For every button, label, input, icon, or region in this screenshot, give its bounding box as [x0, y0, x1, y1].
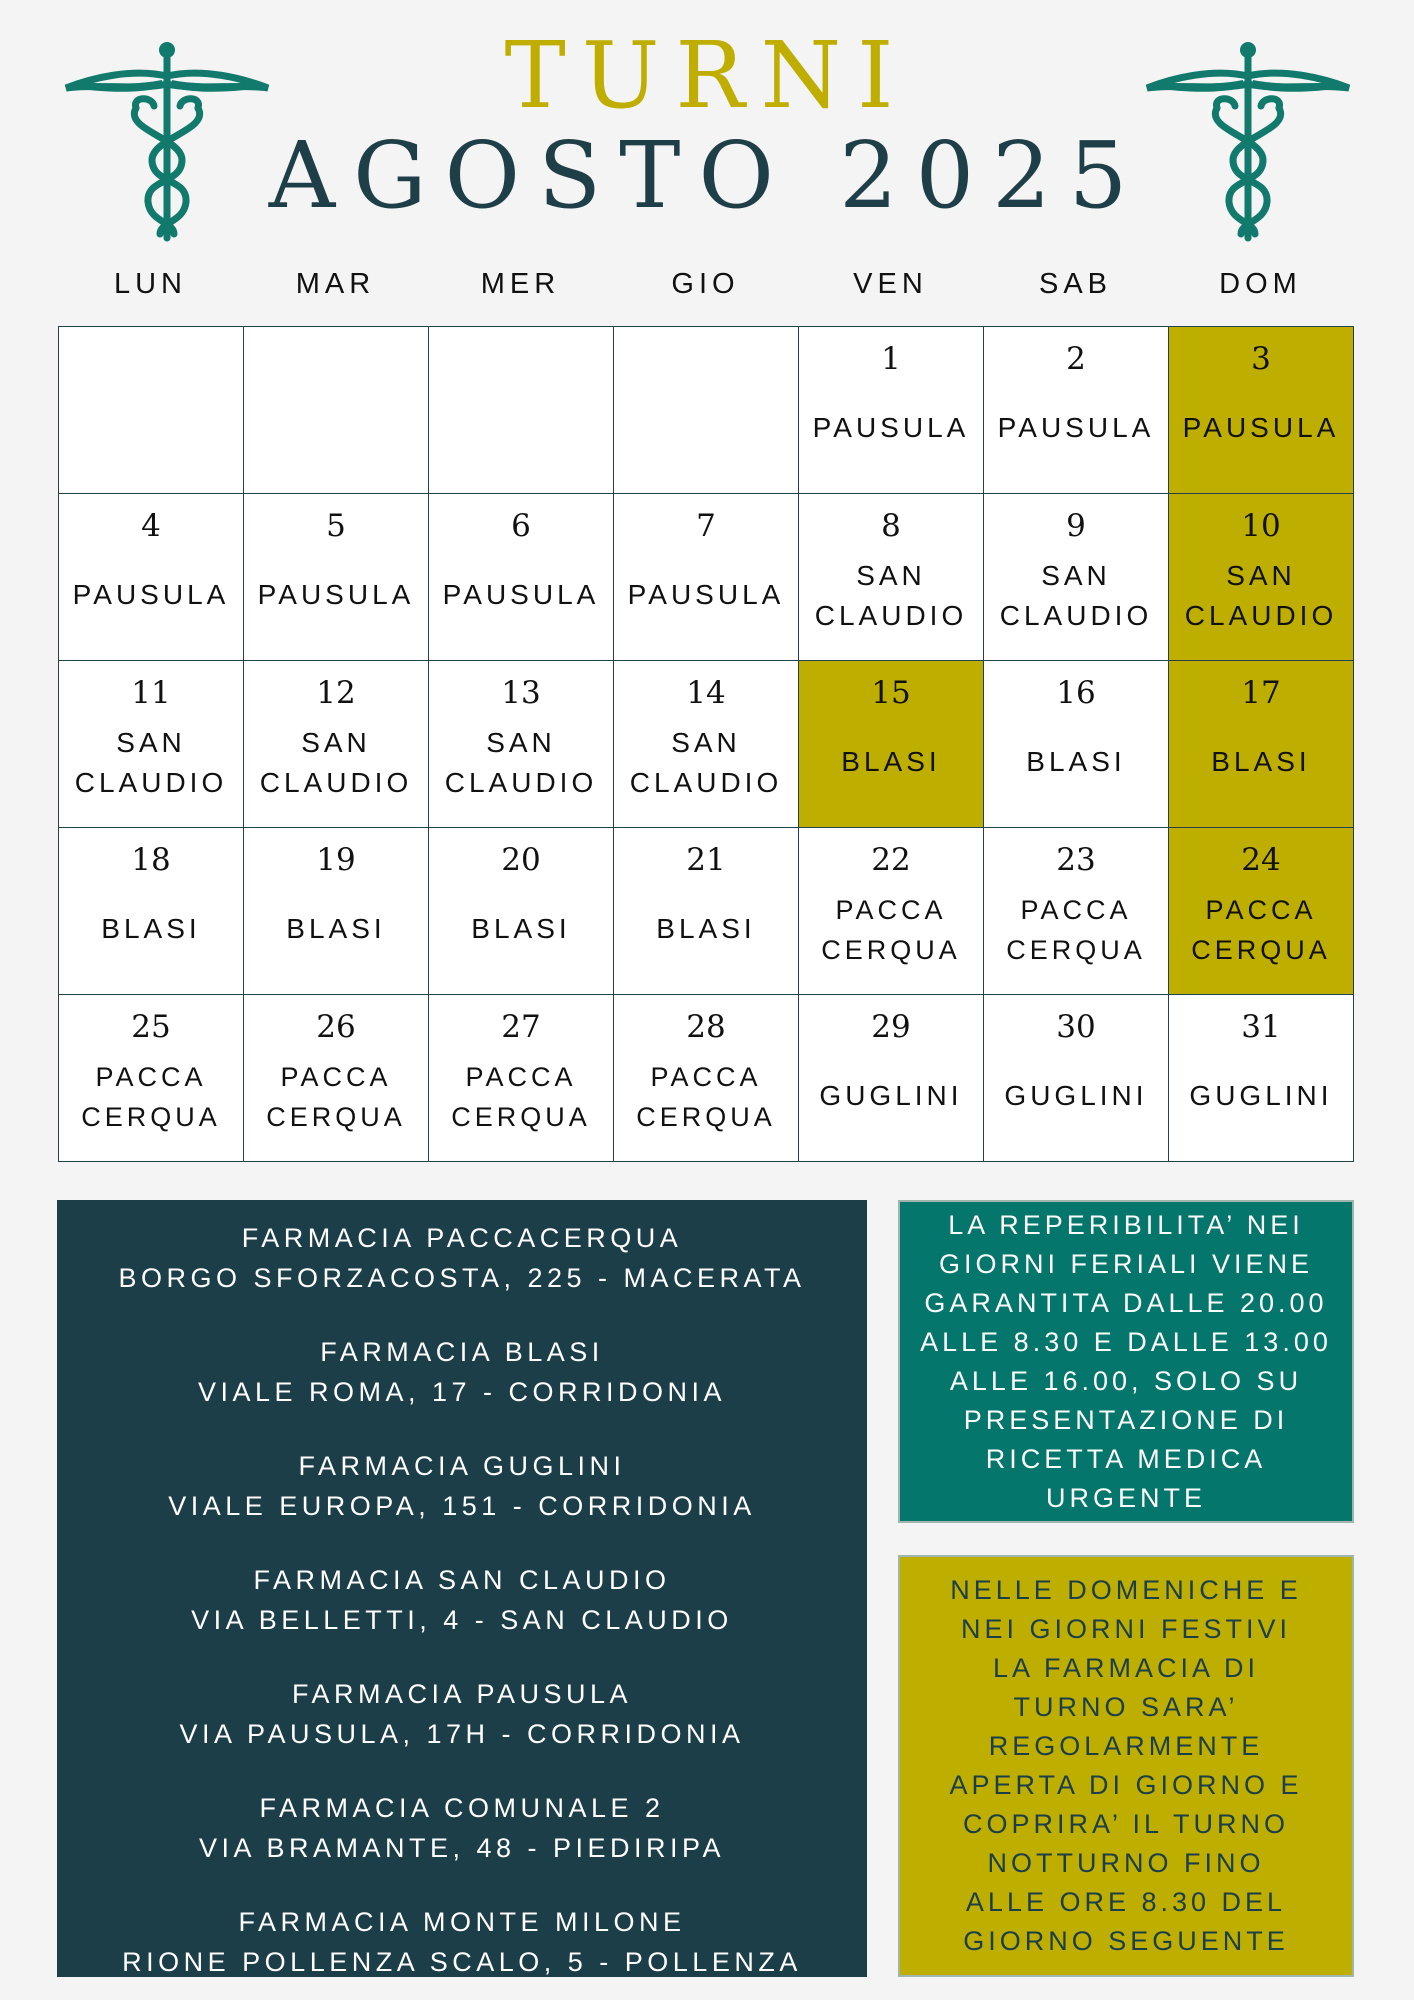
day-number: 7: [696, 508, 716, 544]
weekday-sun: DOM: [1219, 268, 1302, 300]
pharmacy-address: VIALE ROMA, 17 - CORRIDONIA: [197, 1377, 727, 1407]
calendar-day-cell: [799, 828, 984, 995]
shift-pharmacy: GUGLINI: [1189, 1080, 1333, 1111]
pharmacy-entry: [57, 1446, 867, 1526]
pharmacy-name: FARMACIA MONTE MILONE: [238, 1907, 686, 1937]
calendar-day-cell: [244, 828, 429, 995]
calendar-day-cell: [1169, 995, 1354, 1162]
calendar-empty-cell: [244, 327, 429, 494]
calendar-day-cell: [984, 828, 1169, 995]
weekday-mon: LUN: [113, 268, 187, 300]
pharmacy-name: FARMACIA PAUSULA: [291, 1679, 633, 1709]
day-number: 26: [316, 1009, 356, 1045]
pharmacy-name: FARMACIA COMUNALE 2: [259, 1793, 665, 1823]
pharmacy-address: VIA BRAMANTE, 48 - PIEDIRIPA: [198, 1833, 726, 1863]
shift-pharmacy: GUGLINI: [1004, 1080, 1148, 1111]
pharmacy-address: RIONE POLLENZA SCALO, 5 - POLLENZA: [122, 1947, 802, 1977]
pharmacy-entry: [57, 1902, 867, 1982]
calendar-day-cell: [59, 828, 244, 995]
weekday-header: [58, 268, 1354, 308]
day-number: 23: [1056, 842, 1096, 878]
calendar-day-cell: [799, 494, 984, 661]
calendar-day-cell: [799, 995, 984, 1162]
calendar-empty-cell: [59, 327, 244, 494]
title-turni: TURNI: [504, 22, 910, 129]
shift-pharmacy: PACCA CERQUA: [266, 1062, 406, 1132]
shift-pharmacy: BLASI: [656, 913, 756, 944]
day-number: 6: [511, 508, 531, 544]
calendar-day-cell: [614, 494, 799, 661]
day-number: 16: [1056, 675, 1096, 711]
day-number: 21: [686, 842, 726, 878]
holiday-note-text: NELLE DOMENICHE E NEI GIORNI FESTIVI LA FARMACIA DI TURNO SARA’ REGOLARMENTE APERTA DI GIORNO E COPRIRA’ IL TURNO NOTTURNO FINO ALLE ORE 8.30 DEL GIORNO SEGUENTE: [949, 1575, 1303, 1956]
weekday-availability-note: [898, 1200, 1354, 1523]
shift-pharmacy: GUGLINI: [819, 1080, 963, 1111]
calendar-day-cell: [984, 327, 1169, 494]
calendar-day-cell: [614, 995, 799, 1162]
shift-pharmacy: BLASI: [101, 913, 201, 944]
holiday-note: [898, 1555, 1354, 1977]
shift-pharmacy: BLASI: [841, 746, 941, 777]
calendar-day-cell: [1169, 494, 1354, 661]
calendar-day-cell: [799, 327, 984, 494]
shift-pharmacy: PACCA CERQUA: [1006, 895, 1146, 965]
pharmacy-address: VIA BELLETTI, 4 - SAN CLAUDIO: [191, 1605, 733, 1635]
weekday-fri: VEN: [853, 268, 928, 300]
calendar-day-cell: [429, 494, 614, 661]
shift-pharmacy: SAN CLAUDIO: [74, 727, 228, 798]
pharmacy-entry: [57, 1674, 867, 1754]
calendar-day-cell: [244, 995, 429, 1162]
day-number: 29: [871, 1009, 911, 1045]
day-number: 28: [686, 1009, 726, 1045]
day-number: 27: [501, 1009, 541, 1045]
weekday-sat: SAB: [1038, 268, 1113, 300]
day-number: 25: [131, 1009, 171, 1045]
calendar-day-cell: [1169, 828, 1354, 995]
calendar-day-cell: [59, 494, 244, 661]
calendar-day-cell: [984, 995, 1169, 1162]
calendar-day-cell: [984, 494, 1169, 661]
pharmacy-name: FARMACIA SAN CLAUDIO: [253, 1565, 671, 1595]
shift-pharmacy: PAUSULA: [72, 579, 230, 610]
day-number: 30: [1056, 1009, 1096, 1045]
day-number: 13: [501, 675, 541, 711]
calendar-day-cell: [1169, 661, 1354, 828]
shift-pharmacy: PACCA CERQUA: [636, 1062, 776, 1132]
day-number: 31: [1241, 1009, 1281, 1045]
shift-pharmacy: BLASI: [471, 913, 571, 944]
shift-pharmacy: SAN CLAUDIO: [444, 727, 598, 798]
day-number: 3: [1251, 341, 1271, 377]
weekday-tue: MAR: [295, 268, 376, 300]
calendar-day-cell: [614, 661, 799, 828]
shift-pharmacy: PAUSULA: [442, 579, 600, 610]
calendar-day-cell: [59, 661, 244, 828]
weekday-wed: MER: [480, 268, 561, 300]
pharmacy-entry: [57, 1332, 867, 1412]
shift-pharmacy: PAUSULA: [997, 412, 1155, 443]
day-number: 14: [686, 675, 726, 711]
shift-pharmacy: PACCA CERQUA: [81, 1062, 221, 1132]
calendar-day-cell: [429, 828, 614, 995]
shift-pharmacy: SAN CLAUDIO: [814, 560, 968, 631]
shift-pharmacy: SAN CLAUDIO: [999, 560, 1153, 631]
day-number: 24: [1241, 842, 1281, 878]
calendar-empty-cell: [614, 327, 799, 494]
shift-pharmacy: PACCA CERQUA: [1191, 895, 1331, 965]
pharmacy-list: [57, 1200, 867, 1977]
shift-pharmacy: PACCA CERQUA: [821, 895, 961, 965]
weekday-thu: GIO: [671, 268, 740, 300]
day-number: 9: [1066, 508, 1086, 544]
day-number: 12: [316, 675, 356, 711]
calendar-day-cell: [614, 828, 799, 995]
day-number: 15: [871, 675, 911, 711]
pharmacy-entry: [57, 1218, 867, 1298]
shift-pharmacy: SAN CLAUDIO: [259, 727, 413, 798]
shift-pharmacy: PAUSULA: [257, 579, 415, 610]
pharmacy-address: BORGO SFORZACOSTA, 225 - MACERATA: [118, 1263, 806, 1293]
pharmacy-entry: [57, 1788, 867, 1868]
shift-pharmacy: SAN CLAUDIO: [629, 727, 783, 798]
weekday-note-text: LA REPERIBILITA’ NEI GIORNI FERIALI VIENE GARANTITA DALLE 20.00 ALLE 8.30 E DALLE 13.00 ALLE 16.00, SOLO SU PRESENTAZIONE DI RICETTA MEDICA URGENTE: [920, 1209, 1332, 1513]
shift-pharmacy: BLASI: [1211, 746, 1311, 777]
pharmacy-name: FARMACIA GUGLINI: [298, 1451, 626, 1481]
day-number: 20: [501, 842, 541, 878]
day-number: 8: [881, 508, 901, 544]
pharmacy-entry: [57, 1560, 867, 1640]
shift-pharmacy: PACCA CERQUA: [451, 1062, 591, 1132]
calendar-grid: [58, 326, 1354, 1162]
day-number: 11: [131, 675, 171, 711]
pharmacy-name: FARMACIA PACCACERQUA: [241, 1223, 683, 1253]
calendar-empty-cell: [429, 327, 614, 494]
calendar-day-cell: [429, 995, 614, 1162]
pharmacy-name: FARMACIA BLASI: [320, 1337, 604, 1367]
shift-pharmacy: BLASI: [1026, 746, 1126, 777]
day-number: 18: [131, 842, 171, 878]
title-month: AGOSTO 2025: [268, 122, 1146, 229]
shift-pharmacy: PAUSULA: [812, 412, 970, 443]
day-number: 4: [141, 508, 161, 544]
pharmacy-address: VIA PAUSULA, 17H - CORRIDONIA: [179, 1719, 745, 1749]
calendar-day-cell: [59, 995, 244, 1162]
day-number: 5: [326, 508, 346, 544]
day-number: 19: [316, 842, 356, 878]
calendar-day-cell: [799, 661, 984, 828]
calendar-day-cell: [1169, 327, 1354, 494]
day-number: 17: [1241, 675, 1281, 711]
shift-pharmacy: PAUSULA: [627, 579, 785, 610]
day-number: 22: [871, 842, 911, 878]
shift-pharmacy: BLASI: [286, 913, 386, 944]
calendar-day-cell: [244, 494, 429, 661]
pharmacy-address: VIALE EUROPA, 151 - CORRIDONIA: [168, 1491, 756, 1521]
calendar-day-cell: [984, 661, 1169, 828]
shift-pharmacy: SAN CLAUDIO: [1184, 560, 1338, 631]
day-number: 2: [1066, 341, 1086, 377]
calendar-day-cell: [244, 661, 429, 828]
day-number: 10: [1241, 508, 1281, 544]
calendar-day-cell: [429, 661, 614, 828]
shift-pharmacy: PAUSULA: [1182, 412, 1340, 443]
day-number: 1: [881, 341, 901, 377]
